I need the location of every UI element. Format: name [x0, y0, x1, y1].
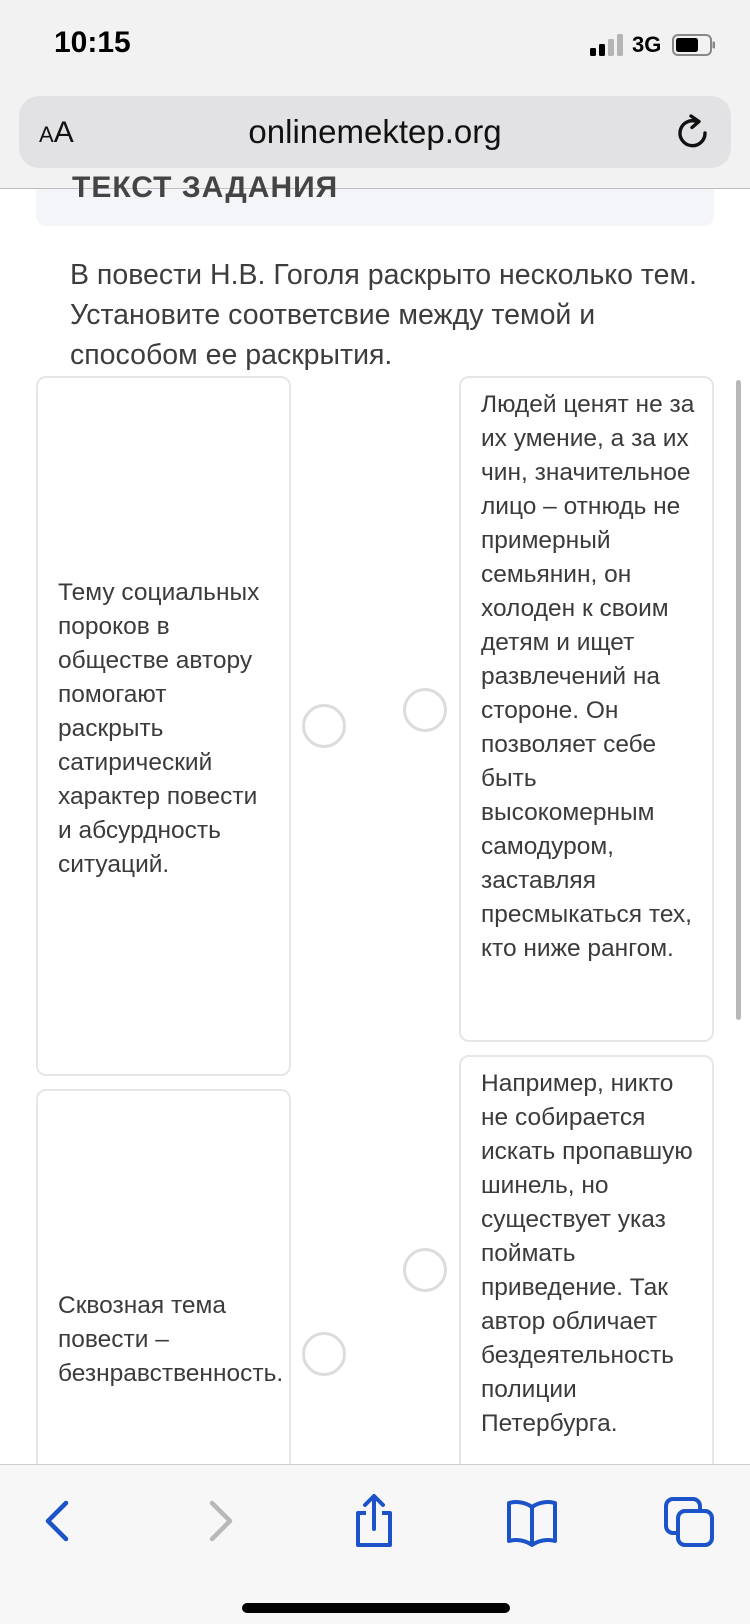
- right-option-radio[interactable]: [403, 688, 447, 732]
- share-icon[interactable]: [344, 1491, 404, 1551]
- tabs-icon[interactable]: [660, 1491, 720, 1551]
- forward-icon[interactable]: [190, 1491, 250, 1551]
- left-option-card[interactable]: [36, 1089, 291, 1509]
- battery-icon: [672, 34, 716, 56]
- back-icon[interactable]: [28, 1491, 88, 1551]
- task-header-label: ТЕКСТ ЗАДАНИЯ: [72, 171, 339, 204]
- status-bar: [0, 0, 750, 92]
- address-bar[interactable]: [19, 96, 731, 168]
- task-prompt: В повести Н.В. Гоголя раскрыто несколько тем. Установите соответсвие между темой и способом ее раскрытия.: [70, 259, 697, 371]
- left-option-radio[interactable]: [302, 704, 346, 748]
- signal-icon: [590, 34, 626, 56]
- right-option-text: Например, никто не собирается искать пропавшую шинель, но существует указ поймать приведение. Так автор обличает бездеятельность полиции Петербурга.: [481, 1070, 693, 1437]
- home-indicator: [242, 1603, 510, 1613]
- left-option-text: Тему социальных пороков в обществе автору помогают раскрыть сатирический характер повести и абсурдность ситуаций.: [58, 579, 260, 878]
- url-text[interactable]: onlinemektep.org: [248, 113, 502, 150]
- network-type: 3G: [632, 32, 662, 57]
- right-option-radio[interactable]: [403, 1248, 447, 1292]
- left-option-card[interactable]: [36, 376, 291, 1076]
- status-time: 10:15: [54, 26, 131, 59]
- right-option-card[interactable]: [459, 376, 714, 1042]
- right-option-text: Людей ценят не за их умение, а за их чин, значительное лицо – отнюдь не примерный семьянин, он холоден к своим детям и ищет развлечений на стороне. Он позволяет себе быть высокомерным самодуром, заставляя пресмыкаться тех, кто ниже рангом.: [481, 391, 695, 962]
- task-header: [36, 171, 714, 226]
- bookmarks-icon[interactable]: [502, 1491, 562, 1551]
- left-option-text: Сквозная тема повести – безнравственность.: [58, 1292, 284, 1387]
- right-option-card[interactable]: [459, 1055, 714, 1515]
- text-size-button[interactable]: AA: [39, 116, 74, 149]
- reload-icon[interactable]: [673, 112, 713, 152]
- browser-toolbar: [0, 1464, 750, 1624]
- scrollbar[interactable]: [736, 380, 741, 1020]
- left-option-radio[interactable]: [302, 1332, 346, 1376]
